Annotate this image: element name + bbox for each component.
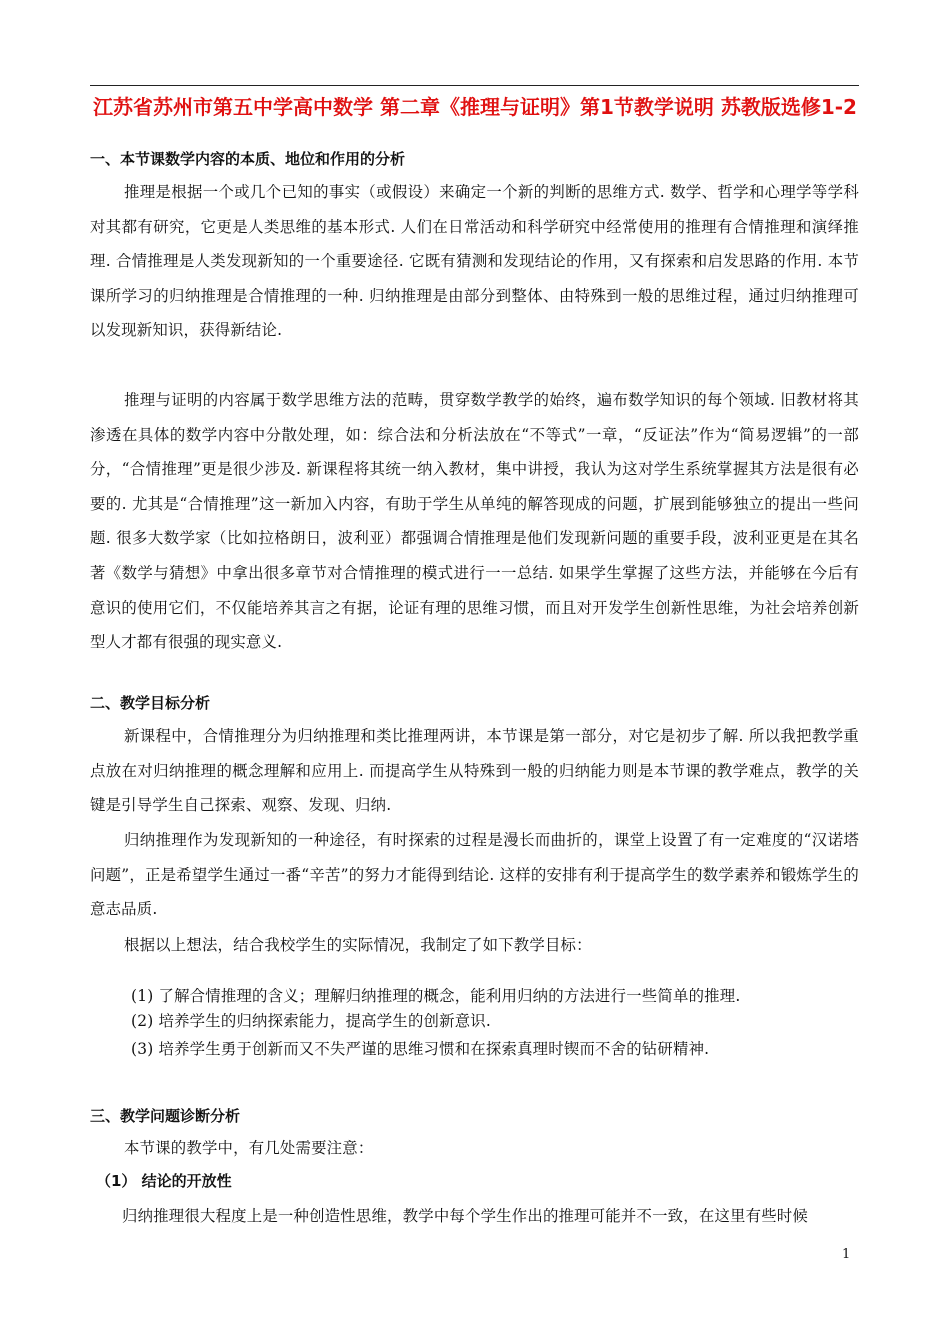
- page-number: 1: [842, 1247, 851, 1262]
- section1-paragraph-1: 推理是根据一个或几个已知的事实（或假设）来确定一个新的判断的思维方式. 数学、哲学和心理学等学科对其都有研究，它更是人类思维的基本形式. 人们在日常活动和科学研究中经常使用的推理有合情推理和演绎推理. 合情推理是人类发现新知的一个重要途径. 它既有猜测和发现结论的作用，又有探索和启发思路的作用. 本节课所学习的归纳推理是合情推理的一种. 归纳推理是由部分到整体、由特殊到一般的思维过程，通过归纳推理可以发现新知识，获得新结论.: [90, 183, 859, 340]
- section3-heading: 三、教学问题诊断分析: [90, 1107, 241, 1125]
- section1-paragraph-2: 推理与证明的内容属于数学思维方法的范畴，贯穿数学教学的始终，遍布数学知识的每个领域. 旧教材将其渗透在具体的数学内容中分散处理，如：综合法和分析法放在“不等式”一章，“反证法”作为“简易逻辑”的一部分，“合情推理”更是很少涉及. 新课程将其统一纳入教材，集中讲授，我认为这对学生系统掌握其方法是很有必要的. 尤其是“合情推理”这一新加入内容，有助于学生从单纯的解答现成的问题，扩展到能够独立的提出一些问题. 很多大数学家（比如拉格朗日，波利亚）都强调合情推理是他们发现新问题的重要手段，波利亚更是在其名著《数学与猜想》中拿出很多章节对合情推理的模式进行一一总结. 如果学生掌握了这些方法，并能够在今后有意识的使用它们，不仅能培养其言之有据，论证有理的思维习惯，而且对开发学生创新性思维，为社会培养创新型人才都有很强的现实意义.: [90, 391, 859, 652]
- goal-item: (1) 了解合情推理的含义；理解归纳推理的概念，能利用归纳的方法进行一些简单的推理.: [131, 987, 741, 1005]
- section2-heading: 二、教学目标分析: [90, 694, 211, 712]
- section2-paragraph-2: 归纳推理作为发现新知的一种途径，有时探索的过程是漫长而曲折的，课堂上设置了有一定难度的“汉诺塔问题”，正是希望学生通过一番“辛苦”的努力才能得到结论. 这样的安排有利于提高学生的数学素养和锻炼学生的意志品质.: [90, 831, 859, 919]
- goal-item: (2) 培养学生的归纳探索能力，提高学生的创新意识.: [131, 1012, 491, 1030]
- section1-heading: 一、本节课数学内容的本质、地位和作用的分析: [90, 150, 406, 168]
- section3-subheading: （1） 结论的开放性: [96, 1172, 232, 1190]
- header-rule: [90, 85, 859, 86]
- section3-paragraph-1: 归纳推理很大程度上是一种创造性思维，教学中每个学生作出的推理可能并不一致，在这里有些时候: [122, 1207, 808, 1225]
- section2-paragraph-1: 新课程中，合情推理分为归纳推理和类比推理两讲，本节课是第一部分，对它是初步了解. 所以我把教学重点放在对归纳推理的概念理解和应用上. 而提高学生从特殊到一般的归纳能力则是本节课的教学难点，教学的关键是引导学生自己探索、观察、发现、归纳.: [90, 727, 859, 815]
- section2-paragraph-3: 根据以上想法，结合我校学生的实际情况，我制定了如下教学目标：: [124, 936, 592, 954]
- section3-intro: 本节课的教学中，有几处需要注意：: [124, 1139, 374, 1157]
- document-title: 江苏省苏州市第五中学高中数学 第二章《推理与证明》第1节教学说明 苏教版选修1-2: [93, 95, 857, 119]
- goal-item: (3) 培养学生勇于创新而又不失严谨的思维习惯和在探索真理时锲而不舍的钻研精神.: [131, 1040, 710, 1058]
